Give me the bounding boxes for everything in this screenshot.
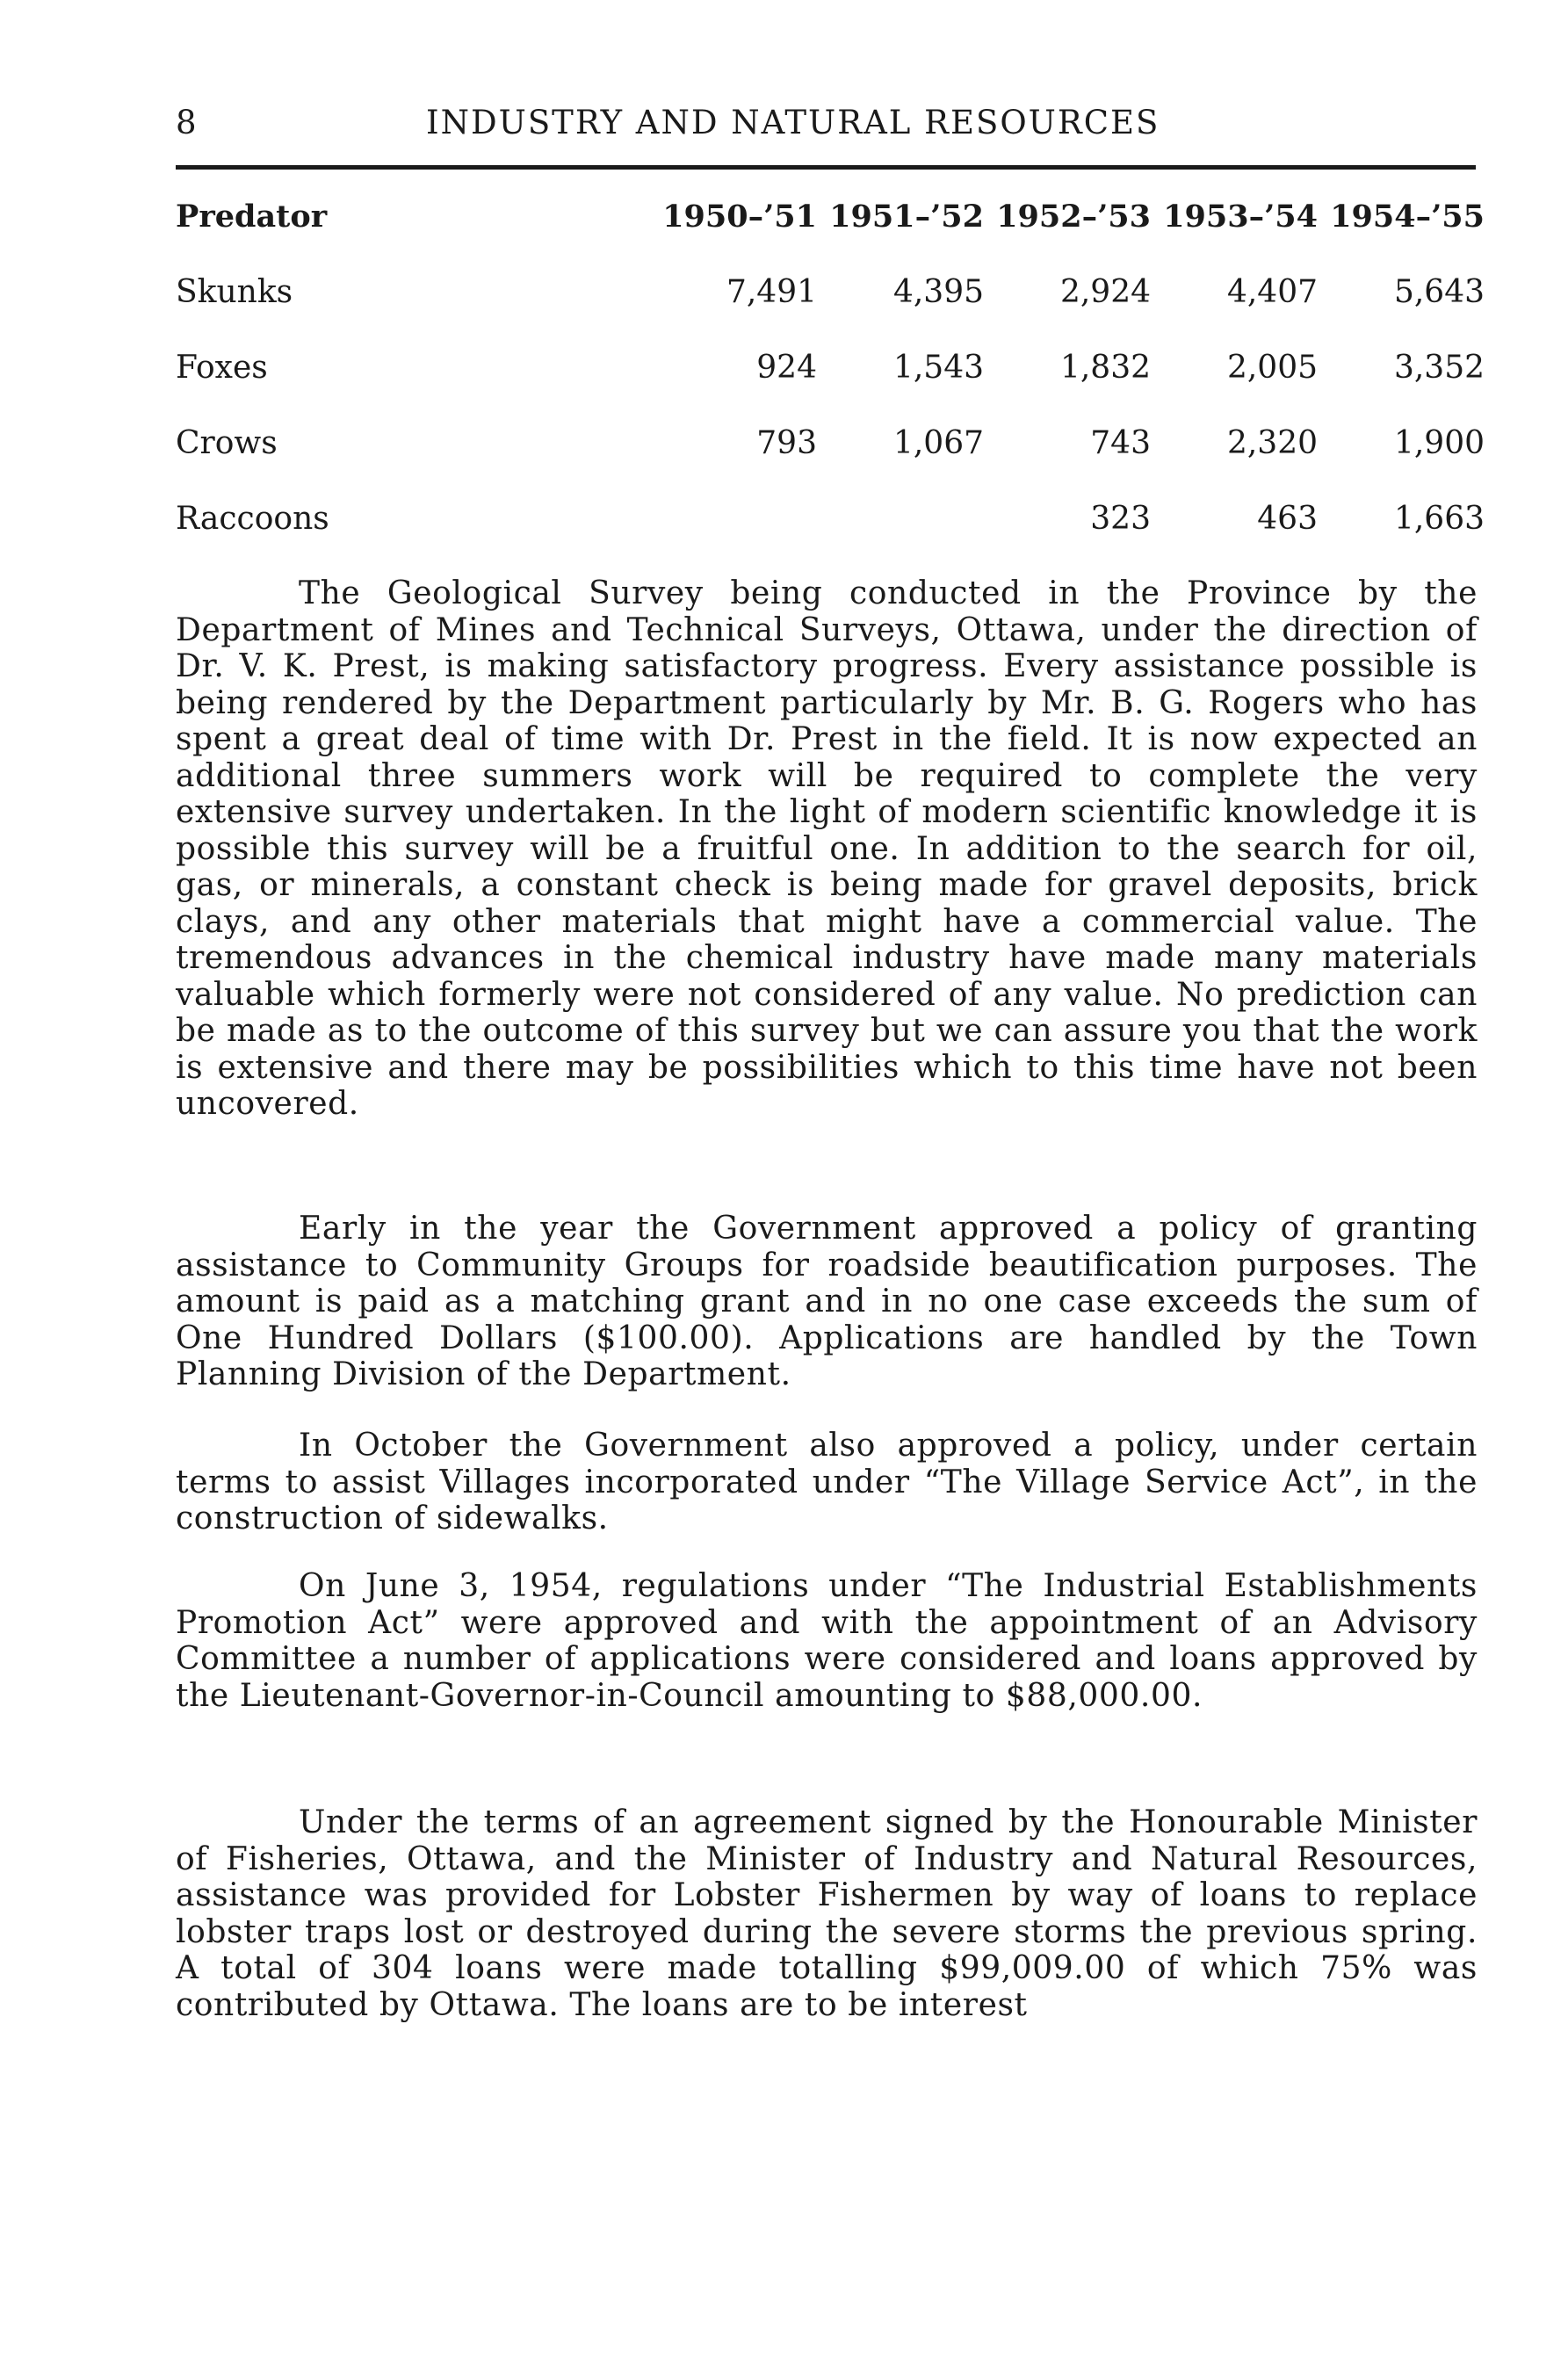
table-cell: 1,663 bbox=[1393, 501, 1485, 537]
table-row bbox=[176, 425, 1485, 501]
column-header: 1950–’51 bbox=[662, 199, 817, 235]
running-title: INDUSTRY AND NATURAL RESOURCES bbox=[426, 104, 1160, 141]
paragraph-industrial-establishments bbox=[176, 1568, 1478, 1714]
paragraph-geological-survey bbox=[176, 575, 1478, 1123]
page-number: 8 bbox=[176, 104, 198, 141]
row-label: Foxes bbox=[176, 350, 268, 386]
column-header: 1953–’54 bbox=[1163, 199, 1318, 235]
table-cell: 743 bbox=[1090, 425, 1151, 461]
column-header: 1952–’53 bbox=[996, 199, 1151, 235]
table-cell: 1,900 bbox=[1393, 425, 1485, 461]
table-cell: 1,543 bbox=[892, 350, 984, 386]
paragraph-text: The Geological Survey being conducted in the Province by the Department of Mines and Technical Surveys, Ottawa, under the direction of Dr. V. K. Prest, is making satisfactory progress. Every assistance possible is being rendered by the Department particularly by Mr. B. G. Rogers who has spent a great deal of time with Dr. Prest in the field. It is now expected an additional three summers work will be required to complete the very extensive survey undertaken. In the light of modern scientific knowledge it is possible this survey will be a fruitful one. In addition to the search for oil, gas, or minerals, a constant check is being made for gravel deposits, brick clays, and any other materials that might have a commercial value. The tremendous advances in the chemical industry have made many materials valuable which formerly were not considered of any value. No prediction can be made as to the outcome of this survey but we can assure you that the work is extensive and there may be possibilities which to this time have not been uncovered. bbox=[176, 575, 1478, 1122]
header-rule bbox=[176, 165, 1476, 170]
column-header: Predator bbox=[176, 199, 328, 235]
table-header-row bbox=[176, 199, 1485, 274]
table-cell: 2,924 bbox=[1059, 274, 1151, 310]
table-cell: 323 bbox=[1090, 501, 1151, 537]
table-cell bbox=[650, 501, 817, 576]
table-row bbox=[176, 501, 1485, 576]
table-row bbox=[176, 274, 1485, 350]
paragraph-text: In October the Government also approved a policy, under certain terms to assist Villages incorporated under “The Village Service Act”, in the construction of sidewalks. bbox=[176, 1428, 1478, 1536]
row-label: Raccoons bbox=[176, 501, 329, 537]
table-cell: 1,832 bbox=[1059, 350, 1151, 386]
table-cell: 4,395 bbox=[892, 274, 984, 310]
table-cell: 4,407 bbox=[1226, 274, 1318, 310]
paragraph-text: On June 3, 1954, regulations under “The Industrial Establishments Promotion Act” were approved and with the appointment of an Advisory Committee a number of applications were considered and loans approved by the Lieutenant-Governor-in-Council amounting to $88,000.00. bbox=[176, 1568, 1478, 1714]
row-label: Skunks bbox=[176, 274, 293, 310]
table-cell: 1,067 bbox=[892, 425, 984, 461]
paragraph-text: Under the terms of an agreement signed by the Honourable Minister of Fisheries, Ottawa, and the Minister of Industry and Natural Resources, assistance was provided for Lobster Fishermen by way of loans to replace lobster traps lost or destroyed during the severe storms the previous spring. A total of 304 loans were made totalling $99,009.00 of which 75% was contributed by Ottawa. The loans are to be interest bbox=[176, 1804, 1478, 2023]
page-header bbox=[176, 104, 1476, 156]
table-cell: 2,005 bbox=[1226, 350, 1318, 386]
table-cell: 7,491 bbox=[726, 274, 817, 310]
table-cell: 793 bbox=[756, 425, 817, 461]
table-cell: 2,320 bbox=[1226, 425, 1318, 461]
table-cell: 463 bbox=[1257, 501, 1318, 537]
column-header: 1951–’52 bbox=[829, 199, 984, 235]
row-label: Crows bbox=[176, 425, 278, 461]
paragraph-lobster-fishermen bbox=[176, 1804, 1478, 2023]
table-cell: 5,643 bbox=[1393, 274, 1485, 310]
table-cell: 924 bbox=[756, 350, 817, 386]
predator-table bbox=[176, 199, 1485, 576]
table-cell bbox=[817, 501, 984, 576]
paragraph-roadside-beautification bbox=[176, 1211, 1478, 1393]
column-header: 1954–’55 bbox=[1330, 199, 1485, 235]
table-row bbox=[176, 350, 1485, 425]
table-cell: 3,352 bbox=[1393, 350, 1485, 386]
paragraph-sidewalks bbox=[176, 1428, 1478, 1537]
paragraph-text: Early in the year the Government approved a policy of granting assistance to Community Groups for roadside beautification purposes. The amount is paid as a matching grant and in no one case exceeds the sum of One Hundred Dollars ($100.00). Applications are handled by the Town Planning Division of the Department. bbox=[176, 1211, 1478, 1392]
